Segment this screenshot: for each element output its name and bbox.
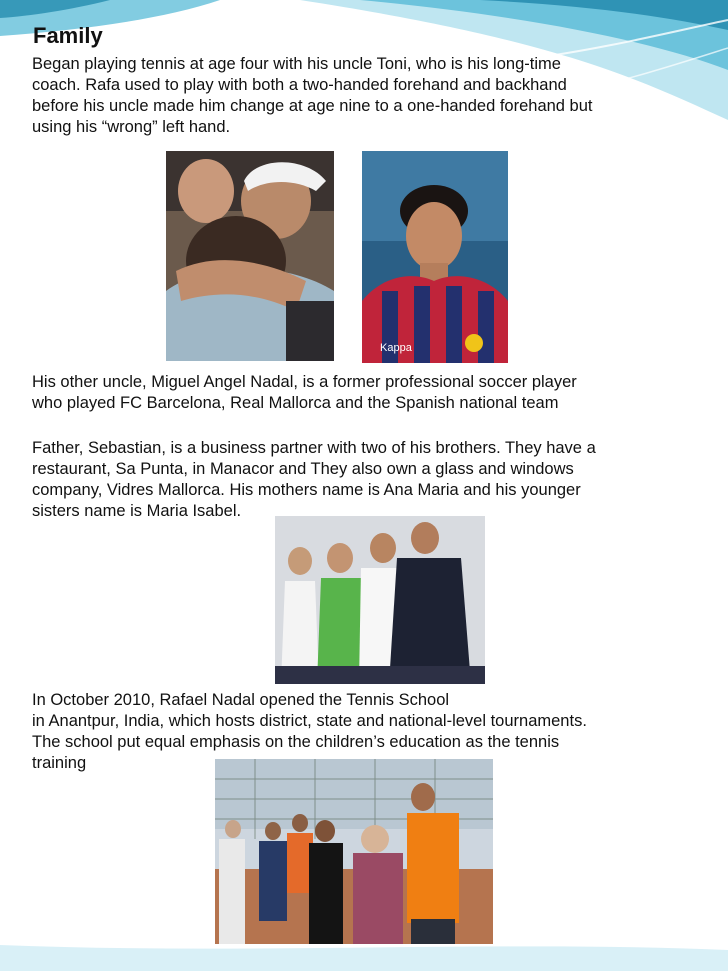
text-line: sisters name is Maria Isabel. (32, 502, 242, 520)
text-line: Began playing tennis at age four with his uncle Toni, who is his long-time (32, 55, 561, 73)
text-line: before his uncle made him change at age nine to a one-handed forehand but (32, 97, 593, 115)
text-line: using his “wrong” left hand. (32, 118, 231, 136)
text-line: coach. Rafa used to play with both a two-handed forehand and backhand (32, 76, 567, 94)
paragraph-father-sebastian (32, 438, 596, 522)
paragraph-uncle-miguel (32, 372, 577, 414)
jersey-brand-text: Kappa (380, 342, 412, 354)
photo-hug-uncle-toni (166, 151, 334, 361)
text-line: in Anantpur, India, which hosts district, state and national-level tournaments. (32, 712, 587, 730)
text-line: His other uncle, Miguel Angel Nadal, is a former professional soccer player (32, 373, 577, 391)
text-line: restaurant, Sa Punta, in Manacor and They also own a glass and windows (32, 460, 574, 478)
paragraph-tennis-start (32, 54, 593, 138)
photo-tennis-school-india (215, 759, 493, 944)
text-line: Father, Sebastian, is a business partner with two of his brothers. They have a (32, 439, 596, 457)
text-line: The school put equal emphasis on the children’s education as the tennis (32, 733, 560, 751)
slide-title: Family (33, 23, 103, 48)
text-line: who played FC Barcelona, Real Mallorca and the Spanish national team (32, 394, 559, 412)
text-line: In October 2010, Rafael Nadal opened the Tennis School (32, 691, 450, 709)
text-line: company, Vidres Mallorca. His mothers name is Ana Maria and his younger (32, 481, 581, 499)
photo-miguel-angel-barcelona (362, 151, 508, 363)
photo-family-group (275, 516, 485, 684)
text-line: training (32, 754, 87, 772)
